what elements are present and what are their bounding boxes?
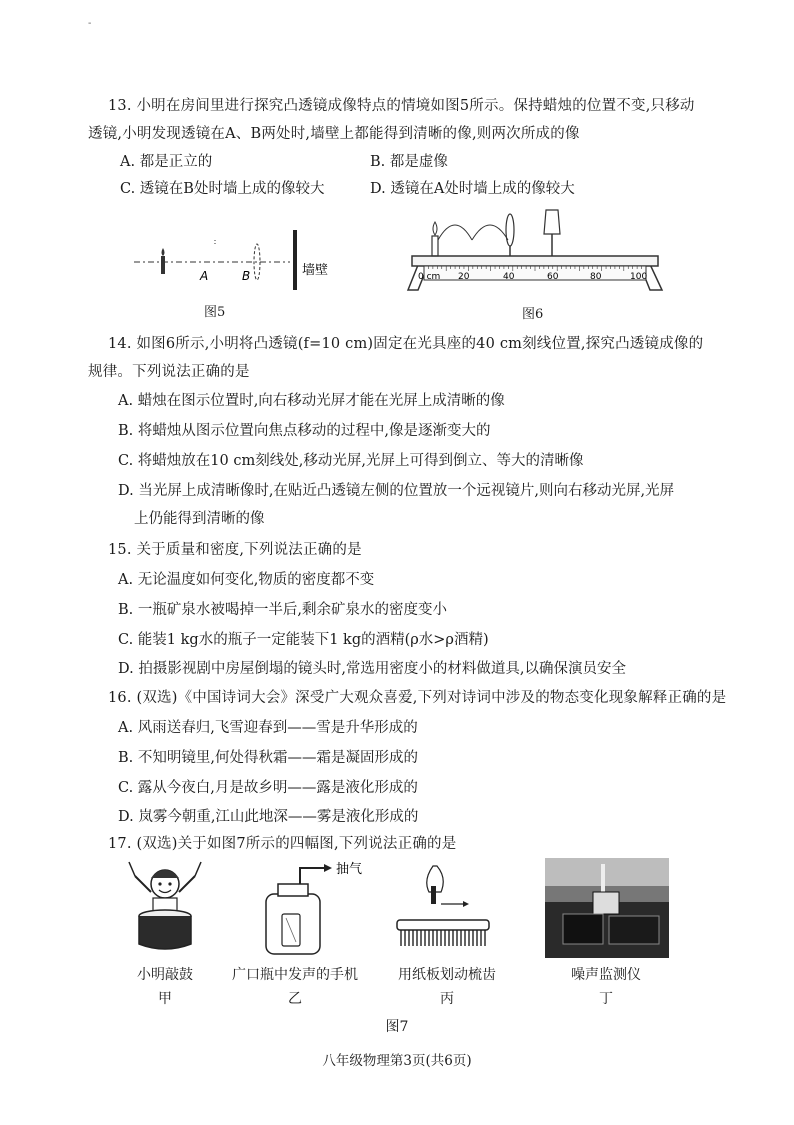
- q16-option-d: D. 岚雾今朝重,江山此地深——雾是液化形成的: [118, 809, 419, 825]
- tick-label-100: 100: [630, 272, 648, 282]
- panel-ding-noise-monitor-image: [545, 858, 669, 958]
- pump-label: 抽气: [336, 862, 363, 877]
- figure-7-caption: 图7: [385, 1019, 409, 1035]
- label-a: A: [200, 269, 209, 283]
- drumstick-right-icon: [195, 862, 201, 876]
- arrow-right-icon: [463, 901, 469, 907]
- right-arm: [179, 876, 195, 892]
- q15-stem: 15. 关于质量和密度,下列说法正确的是: [108, 542, 362, 558]
- panel-yi-letter: 乙: [288, 991, 302, 1007]
- candle-icon: [432, 236, 438, 256]
- q16-option-c: C. 露从今夜白,月是故乡明——露是液化形成的: [118, 780, 418, 796]
- q13-option-c: C. 透镜在B处时墙上成的像较大: [120, 181, 325, 197]
- q14-stem-line-2: 规律。下列说法正确的是: [88, 364, 250, 380]
- panel-ding-letter: 丁: [599, 991, 613, 1007]
- q15-option-d: D. 拍摄影视剧中房屋倒塌的镜头时,常选用密度小的材料做道具,以确保演员安全: [118, 661, 627, 677]
- screen-icon: [544, 210, 560, 234]
- comb-spine-icon: [397, 920, 489, 930]
- arc-2: [472, 225, 508, 240]
- q13-option-d: D. 透镜在A处时墙上成的像较大: [370, 181, 575, 197]
- arc-1: [438, 225, 472, 240]
- bench-rail: [412, 256, 658, 266]
- panel-yi-bottle-image: [258, 858, 368, 958]
- panel-jia-title: 小明敲鼓: [137, 967, 193, 983]
- q14-option-c: C. 将蜡烛放在10 cm刻线处,移动光屏,光屏上可得到倒立、等大的清晰像: [118, 453, 584, 469]
- comb-teeth-icon: [401, 930, 485, 946]
- tick-label-80: 80: [590, 272, 602, 282]
- convex-lens-icon: [506, 214, 514, 246]
- wall-icon: [293, 230, 297, 290]
- q16-option-a: A. 风雨送春归,飞雪迎春到——雪是升华形成的: [118, 720, 418, 736]
- figure-6-optical-bench: [400, 200, 670, 296]
- flame-icon: [433, 222, 437, 235]
- q14-option-a: A. 蜡烛在图示位置时,向右移动光屏才能在光屏上成清晰的像: [118, 393, 505, 409]
- boy-hair-icon: [151, 870, 179, 878]
- cardboard-icon: [431, 886, 436, 904]
- panel-jia-letter: 甲: [158, 991, 172, 1007]
- left-arm: [135, 876, 151, 892]
- sky: [545, 858, 669, 886]
- figure-5-caption: 图5: [204, 305, 226, 320]
- q16-stem: 16. (双选)《中国诗词大会》深受广大观众喜爱,下列对诗词中涉及的物态变化现象解释正确的是: [108, 690, 727, 706]
- panel-yi-title: 广口瓶中发声的手机: [232, 967, 358, 983]
- drum-body-icon: [139, 916, 191, 949]
- tick-label-60: 60: [547, 272, 559, 282]
- pump-tube-icon: [300, 868, 324, 884]
- drumstick-left-icon: [129, 862, 135, 876]
- q15-option-b: B. 一瓶矿泉水被喝掉一半后,剩余矿泉水的密度变小: [118, 602, 447, 618]
- tick-label-40: 40: [503, 272, 515, 282]
- label-b: B: [242, 269, 251, 283]
- q13-option-b: B. 都是虚像: [370, 154, 448, 170]
- corner-mark: -: [88, 18, 92, 29]
- q13-option-a: A. 都是正立的: [120, 154, 213, 170]
- panel-bing-letter: 丙: [440, 991, 454, 1007]
- tick-label-0: 0 cm: [418, 272, 441, 282]
- candle-icon: [161, 256, 165, 274]
- q15-option-c: C. 能装1 kg水的瓶子一定能装下1 kg的酒精(ρ水>ρ酒精): [118, 632, 489, 648]
- arrow-right-icon: [324, 864, 332, 872]
- q14-stem-line-1: 14. 如图6所示,小明将凸透镜(f=10 cm)固定在光具座的40 cm刻线位置,探究凸透镜成像的: [108, 336, 704, 352]
- q17-stem: 17. (双选)关于如图7所示的四幅图,下列说法正确的是: [108, 836, 457, 852]
- flame-icon: [162, 248, 165, 256]
- monitor-screen-icon: [593, 892, 619, 914]
- q14-option-d-line-2: 上仍能得到清晰的像: [134, 511, 265, 527]
- panel-jia-drum-image: [125, 858, 205, 958]
- q13-stem-line-2: 透镜,小明发现透镜在A、B两处时,墙壁上都能得到清晰的像,则两次所成的像: [88, 126, 580, 142]
- q14-option-d-line-1: D. 当光屏上成清晰像时,在贴近凸透镜左侧的位置放一个远视镜片,则向右移动光屏,光屏: [118, 483, 675, 499]
- q16-option-b: B. 不知明镜里,何处得秋霜——霜是凝固形成的: [118, 750, 418, 766]
- q15-option-a: A. 无论温度如何变化,物质的密度都不变: [118, 572, 375, 588]
- wall-label: 墙壁: [302, 263, 329, 278]
- page-footer: 八年级物理第3页(共6页): [322, 1053, 472, 1069]
- q13-stem-line-1: 13. 小明在房间里进行探究凸透镜成像特点的情境如图5所示。保持蜡烛的位置不变,只移动: [108, 98, 695, 114]
- figure-6-caption: 图6: [522, 307, 544, 322]
- figure-5-diagram: [130, 222, 360, 294]
- panel-ding-title: 噪声监测仪: [571, 967, 641, 983]
- tick-label-20: 20: [458, 272, 470, 282]
- stopper-icon: [278, 884, 308, 896]
- panel-bing-title: 用纸板划动梳齿: [398, 967, 496, 983]
- panel-bing-comb-image: [393, 862, 493, 958]
- q14-option-b: B. 将蜡烛从图示位置向焦点移动的过程中,像是逐渐变大的: [118, 423, 491, 439]
